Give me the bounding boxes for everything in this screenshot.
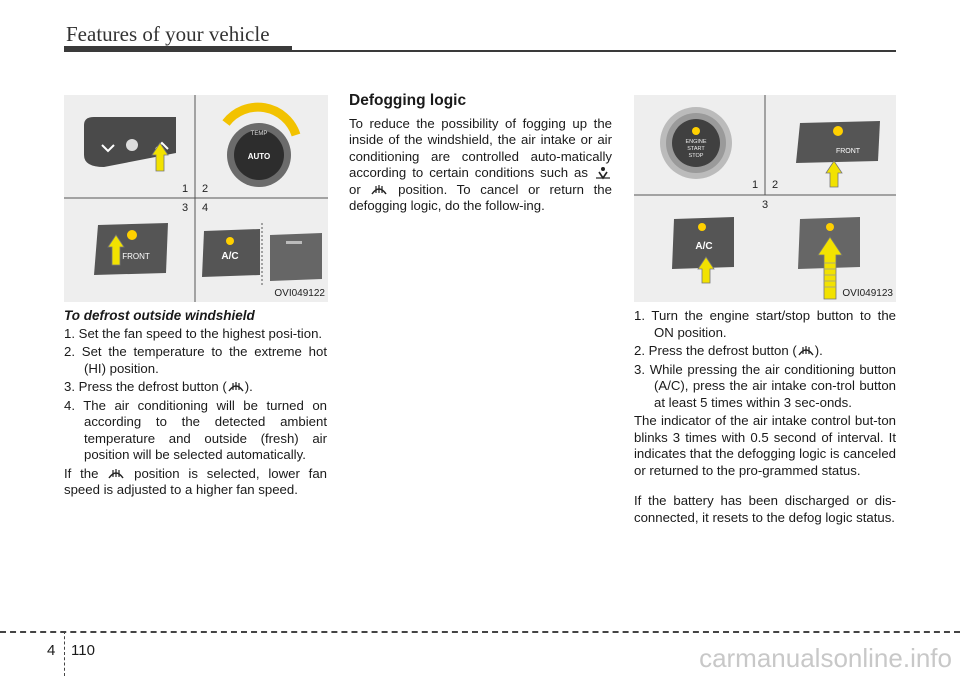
defogging-para-start: To reduce the possibility of fogging up the inside of the windshield, the air intake or air conditioning are controlled auto-matically according to certain conditions such as: [349, 115, 612, 180]
page-number: 110: [71, 642, 95, 659]
figure1-number-1: 1: [182, 183, 189, 195]
right-step-2: [634, 343, 896, 360]
left-note-start: If the: [64, 465, 99, 481]
defrost-icon: [370, 183, 388, 197]
right-paragraph-1: The indicator of the air intake control but-ton blinks 3 times with 0.5 second of interval. It indicates that the defogging logic is canceled or returned to the pro-grammed status.: [634, 413, 896, 478]
auto-label: AUTO: [247, 152, 271, 161]
right-step-2-text: 2. Press the defrost button (: [634, 343, 797, 358]
figure-defog-logic-controls: [634, 95, 896, 302]
defogging-para-end: position. To cancel or return the defogging logic, do the follow-ing.: [349, 181, 612, 213]
front-label: FRONT: [122, 252, 150, 261]
chapter-number: 4: [47, 642, 56, 659]
right-step-2-end: ).: [814, 343, 823, 358]
start-label: START: [687, 146, 705, 152]
front-label-2: FRONT: [835, 148, 861, 155]
figure-climate-controls-defrost: [64, 95, 328, 302]
footer-vertical-divider: [64, 631, 65, 676]
left-step-1: 1. Set the fan speed to the highest posi-tion.: [64, 325, 323, 341]
engine-label: ENGINE: [685, 139, 707, 145]
left-step-4: 4. The air conditioning will be turned on according to the detected ambient temperature and outside (fresh) air position will be selected automatically.: [64, 397, 327, 462]
right-step-1: 1. Turn the engine start/stop button to the ON position.: [634, 308, 896, 340]
right-step-3: 3. While pressing the air conditioning button (A/C), press the air intake con-trol button at least 5 times within 3 sec-onds.: [634, 361, 896, 410]
defrost-outside-heading: To defrost outside windshield: [64, 308, 255, 323]
right-column: [634, 308, 896, 528]
defrost-icon: [797, 344, 815, 358]
left-column: [64, 308, 327, 501]
left-step-3-text: 3. Press the defrost button (: [64, 379, 227, 394]
figure1-illustration: [64, 95, 328, 302]
ac-label: A/C: [221, 251, 239, 262]
floor-defrost-icon: [594, 166, 612, 180]
figure2-code: OVI049123: [842, 288, 893, 299]
left-note: [64, 466, 327, 499]
figure1-code: OVI049122: [274, 288, 325, 299]
middle-column: [349, 93, 612, 217]
figure1-number-2: 2: [202, 183, 209, 195]
figure2-number-1: 1: [752, 179, 759, 191]
left-step-3: [64, 379, 327, 396]
left-note-end: position is selected, lower fan speed is adjusted to a higher fan speed.: [64, 465, 328, 497]
left-step-3-end: ).: [244, 379, 253, 394]
footer-divider: [0, 631, 960, 633]
defogging-para-or: or: [349, 181, 361, 197]
header-rule-dark: [64, 46, 292, 52]
defrost-icon: [227, 380, 245, 394]
figure1-number-3: 3: [182, 202, 189, 214]
page-header-title: Features of your vehicle: [66, 22, 270, 46]
figure1-number-4: 4: [202, 202, 209, 214]
ac-label-2: A/C: [695, 241, 713, 252]
watermark: carmanualsonline.info: [699, 643, 952, 673]
temp-label: TEMP: [250, 131, 268, 137]
stop-label: STOP: [688, 153, 704, 159]
figure2-number-2: 2: [772, 179, 779, 191]
defogging-paragraph: [349, 116, 612, 215]
header-rule-thin: [292, 50, 896, 52]
defrost-icon: [107, 467, 125, 481]
right-paragraph-2: If the battery has been discharged or dis-connected, it resets to the defog logic status.: [634, 493, 896, 525]
defogging-logic-heading: Defogging logic: [349, 92, 467, 109]
left-step-2: 2. Set the temperature to the extreme hot (HI) position.: [64, 344, 327, 376]
figure2-number-3: 3: [762, 199, 769, 211]
